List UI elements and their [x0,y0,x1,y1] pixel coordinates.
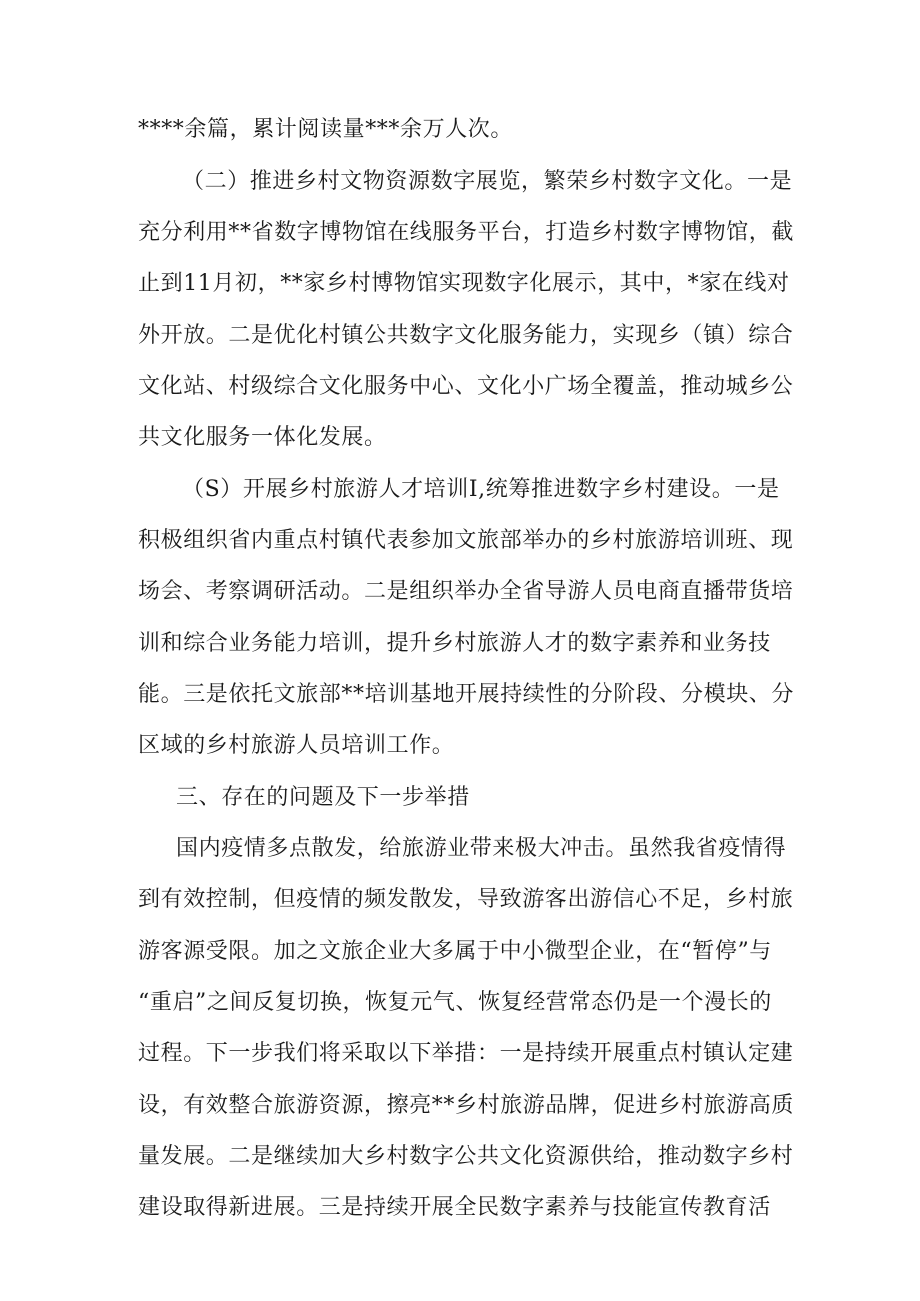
text-line: 国内疫情多点散发，给旅游业带来极大冲击。虽然我省疫情得 [176,836,787,861]
section-heading: 三、存在的问题及下一步举措 [176,785,470,810]
text-line: 积极组织省内重点村镇代表参加文旅部举办的乡村旅游培训班、现 [138,528,794,553]
text-line: ****余篇，累计阅读量***余万人次。 [138,117,514,142]
text-line: （S）开展乡村旅游人才培训I,统筹推进数字乡村建设。一是 [182,477,780,502]
text-line: 训和综合业务能力培训，提升乡村旅游人才的数字素养和业务技 [138,631,771,656]
text-line: 场会、考察调研活动。二是组织举办全省导游人员电商直播带货培 [138,579,794,604]
text-line: 建设取得新进展。三是持续开展全民数字素养与技能宣传教育活 [138,1195,771,1220]
text-line: “重启”之间反复切换，恢复元气、恢复经营常态仍是一个漫长的 [138,990,772,1015]
text-line: 能。三是依托文旅部**培训基地开展持续性的分阶段、分模块、分 [138,682,795,707]
text-line: 游客源受限。加之文旅企业大多属于中小微型企业，在“暂停”与 [138,939,772,964]
text-line: 充分利用**省数字博物馆在线服务平台，打造乡村数字博物馆，截 [138,220,795,245]
text-line: 止到11月初，**家乡村博物馆实现数字化展示，其中，*家在线对 [138,271,790,296]
text-line: （二）推进乡村文物资源数字展览，繁荣乡村数字文化。一是 [182,169,793,194]
text-line: 区域的乡村旅游人员培训工作。 [138,733,455,758]
text-line: 到有效控制，但疫情的频发散发，导致游客出游信心不足，乡村旅 [138,887,794,912]
text-line: 量发展。二是继续加大乡村数字公共文化资源供给，推动数字乡村 [138,1144,794,1169]
text-line: 过程。下一步我们将采取以下举措：一是持续开展重点村镇认定建 [138,1041,794,1066]
text-line: 设，有效整合旅游资源，擦亮**乡村旅游品牌，促进乡村旅游高质 [138,1093,795,1118]
text-line: 文化站、村级综合文化服务中心、文化小广场全覆盖，推动城乡公 [138,374,794,399]
text-line: 共文化服务一体化发展。 [138,425,387,450]
text-line: 外开放。二是优化村镇公共数字文化服务能力，实现乡（镇）综合 [138,323,794,348]
